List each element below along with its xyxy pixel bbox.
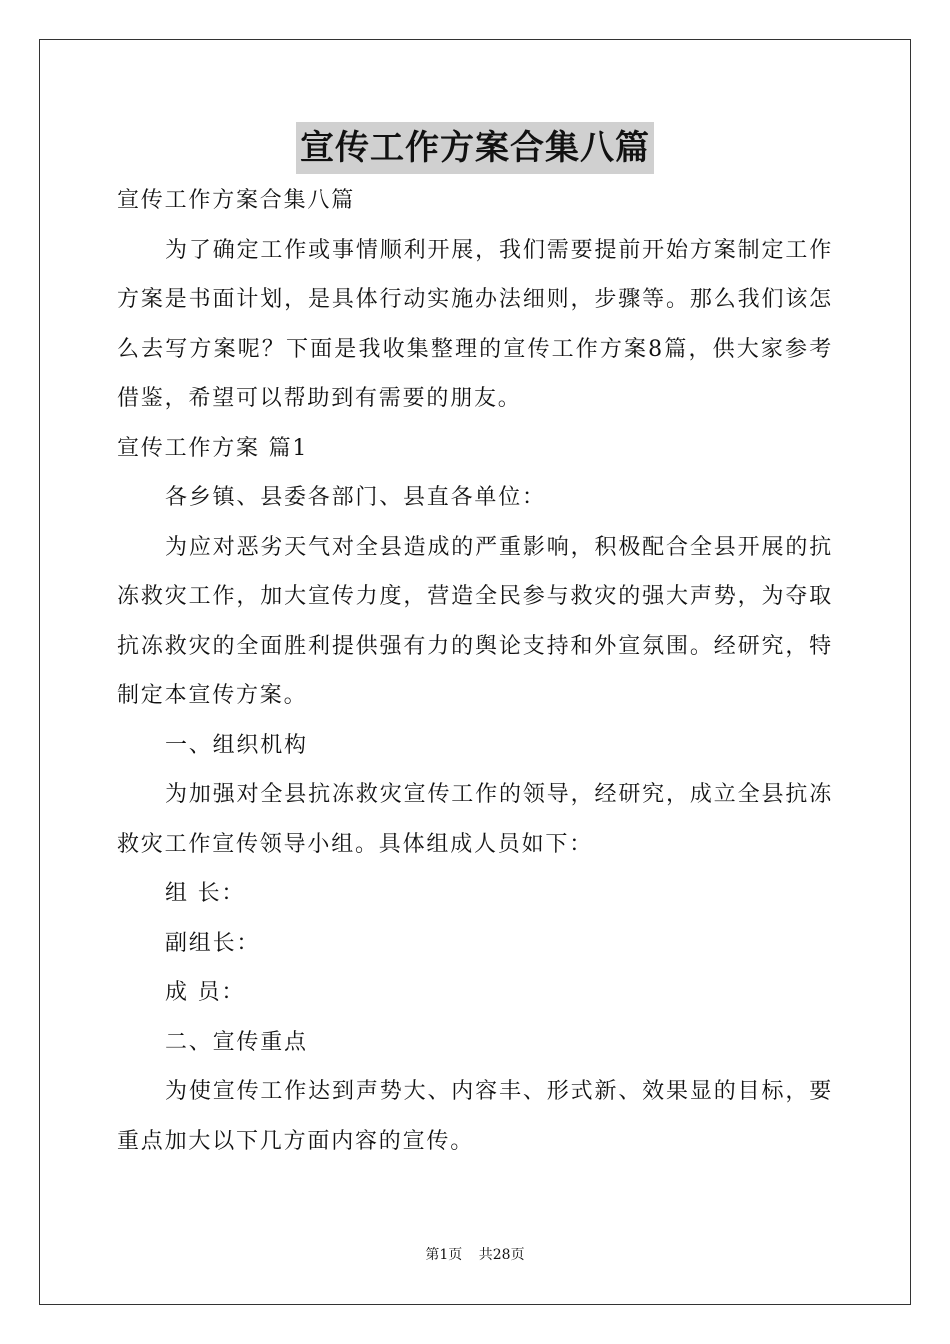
paragraph: 副组长：	[165, 930, 261, 956]
paragraph: 组 长：	[165, 881, 246, 906]
paragraph: 各乡镇、县委各部门、县直各单位：	[165, 485, 546, 510]
paragraph: 为了确定工作或事情顺利开展，我们需要提前开始方案制定工作方案是书面计划，是具体行动实施办法细则，步骤等。那么我们该怎么去写方案呢？下面是我收集整理的宣传工作方案8篇，供大家参考借鉴，希望可以帮助到有需要的朋友。	[117, 237, 833, 411]
paragraph: 成 员：	[165, 980, 246, 1005]
document-body	[117, 176, 833, 1166]
total-pages: 共28页	[478, 1247, 525, 1263]
paragraph: 为应对恶劣天气对全县造成的严重影响，积极配合全县开展的抗冻救灾工作，加大宣传力度，营造全民参与救灾的强大声势，为夺取抗冻救灾的全面胜利提供强有力的舆论支持和外宣氛围。经研究，特制定本宣传方案。	[117, 534, 833, 708]
document-title: 宣传工作方案合集八篇	[296, 122, 654, 174]
section-heading: 宣传工作方案 篇1	[117, 435, 309, 461]
paragraph: 为使宣传工作达到声势大、内容丰、形式新、效果显的目标，要重点加大以下几方面内容的宣传。	[117, 1079, 833, 1154]
page-footer	[0, 1244, 950, 1264]
paragraph: 为加强对全县抗冻救灾宣传工作的领导，经研究，成立全县抗冻救灾工作宣传领导小组。具体组成人员如下：	[117, 782, 833, 857]
page-number: 第1页	[425, 1247, 463, 1263]
paragraph: 宣传工作方案合集八篇	[117, 188, 356, 213]
subheading: 二、宣传重点	[165, 1029, 308, 1055]
title-container	[0, 122, 950, 174]
subheading: 一、组织机构	[165, 732, 308, 758]
